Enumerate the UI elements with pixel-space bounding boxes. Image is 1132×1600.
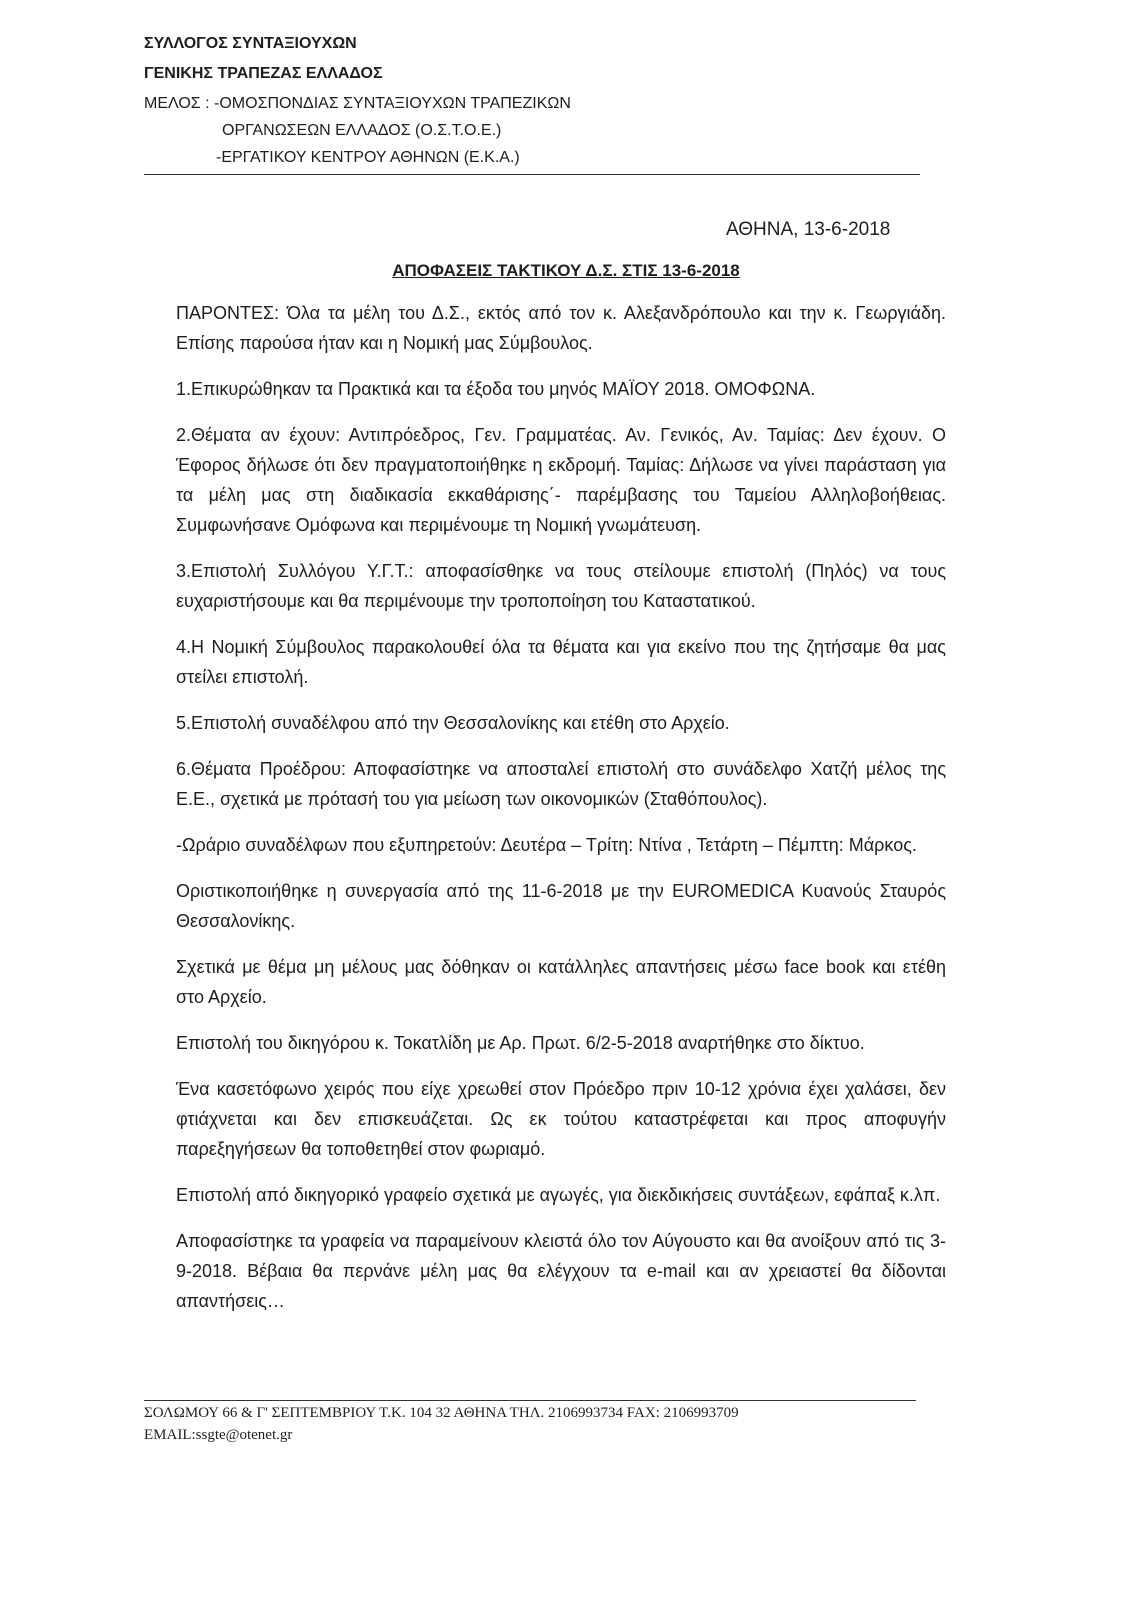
paragraph-august-closure: Αποφασίστηκε τα γραφεία να παραμείνουν κλειστά όλο τον Αύγουστο και θα ανοίξουν από τις 3-9-2018. Βέβαια θα περνάνε μέλη μας θα ελέγχουν τα e-mail και αν χρειαστεί θα δίδονται απαντήσεις… [176,1231,946,1311]
org-name-line1: ΣΥΛΛΟΓΟΣ ΣΥΝΤΑΞΙΟΥΧΩΝ [144,35,357,52]
paragraph-cassette: Ένα κασετόφωνο χειρός που είχε χρεωθεί στον Πρόεδρο πριν 10-12 χρόνια έχει χαλάσει, δεν φτιάχνεται και δεν επισκευάζεται. Ως εκ τούτου καταστρέφεται και προς αποφυγήν παρεξηγήσεων θα τοποθετηθεί στον φωριαμό. [176,1079,946,1159]
paragraph-non-member: Σχετικά με θέμα μη μέλους μας δόθηκαν οι κατάλληλες απαντήσεις μέσω face book και ετέθη στο Αρχείο. [176,957,946,1007]
footer-address: ΣΟΛΩΜΟΥ 66 & Γ' ΣΕΠΤΕΜΒΡΙΟΥ Τ.Κ. 104 32 ΑΘΗΝΑ ΤΗΛ. 2106993734 FAX: 2106993709 [144,1405,739,1421]
membership-line3: -ΕΡΓΑΤΙΚΟΥ ΚΕΝΤΡΟΥ ΑΘΗΝΩΝ (Ε.Κ.Α.) [216,149,520,166]
paragraph-euromedica: Οριστικοποιήθηκε η συνεργασία από της 11-6-2018 με την EUROMEDICA Κυανούς Σταυρός Θεσσαλονίκης. [176,881,946,931]
paragraph-lawyer-letter: Επιστολή του δικηγόρου κ. Τοκατλίδη με Αρ. Πρωτ. 6/2-5-2018 αναρτήθηκε στο δίκτυο. [176,1033,865,1053]
document-body [176,298,946,1332]
paragraph-attendees: ΠΑΡΟΝΤΕΣ: Όλα τα μέλη του Δ.Σ., εκτός από τον κ. Αλεξανδρόπουλο και την κ. Γεωργιάδη. Επίσης παρούσα ήταν και η Νομική μας Σύμβουλος. [176,303,946,353]
org-name-line2: ΓΕΝΙΚΗΣ ΤΡΑΠΕΖΑΣ ΕΛΛΑΔΟΣ [144,65,383,82]
paragraph-law-office: Επιστολή από δικηγορικό γραφείο σχετικά με αγωγές, για διεκδικήσεις συντάξεων, εφάπαξ κ.λπ. [176,1185,941,1205]
footer-email: EMAIL:ssgte@otenet.gr [144,1427,293,1443]
paragraph-item-2: 2.Θέματα αν έχουν: Αντιπρόεδρος, Γεν. Γραμματέας. Αν. Γενικός, Αν. Ταμίας: Δεν έχουν. Ο Έφορος δήλωσε ότι δεν πραγματοποιήθηκε η εκδρομή. Ταμίας: Δήλωσε να γίνει παράσταση για τα μέλη μας στη διαδικασία εκκαθάρισης΄- παρέμβασης του Ταμείου Αλληλοβοήθειας. Συμφωνήσανε Ομόφωνα και περιμένουμε τη Νομική γνωμάτευση. [176,425,946,535]
paragraph-item-5: 5.Επιστολή συναδέλφου από την Θεσσαλονίκης και ετέθη στο Αρχείο. [176,713,730,733]
document-date: ΑΘΗΝΑ, 13-6-2018 [726,219,891,240]
membership-line1: ΜΕΛΟΣ : -ΟΜΟΣΠΟΝΔΙΑΣ ΣΥΝΤΑΞΙΟΥΧΩΝ ΤΡΑΠΕΖΙΚΩΝ [144,95,571,112]
paragraph-item-1: 1.Επικυρώθηκαν τα Πρακτικά και τα έξοδα του μηνός ΜΑΪΟΥ 2018. ΟΜΟΦΩΝΑ. [176,379,816,399]
paragraph-schedule: -Ωράριο συναδέλφων που εξυπηρετούν: Δευτέρα – Τρίτη: Ντίνα , Τετάρτη – Πέμπτη: Μάρκος. [176,835,917,855]
document-title: ΑΠΟΦΑΣΕΙΣ ΤΑΚΤΙΚΟΥ Δ.Σ. ΣΤΙΣ 13-6-2018 [392,261,740,280]
header-divider [144,174,920,175]
paragraph-item-3: 3.Επιστολή Συλλόγου Υ.Γ.Τ.: αποφασίσθηκε να τους στείλουμε επιστολή (Πηλός) να τους ευχαριστήσουμε και θα περιμένουμε την τροποποίηση του Καταστατικού. [176,561,946,611]
membership-line2: ΟΡΓΑΝΩΣΕΩΝ ΕΛΛΑΔΟΣ (Ο.Σ.Τ.Ο.Ε.) [222,122,502,139]
paragraph-item-6: 6.Θέματα Προέδρου: Αποφασίστηκε να αποσταλεί επιστολή στο συνάδελφο Χατζή μέλος της Ε.Ε., σχετικά με πρότασή του για μείωση των οικονομικών (Σταθόπουλος). [176,759,946,809]
paragraph-item-4: 4.Η Νομική Σύμβουλος παρακολουθεί όλα τα θέματα και για εκείνο που της ζητήσαμε θα μας στείλει επιστολή. [176,637,946,687]
footer [144,1402,934,1446]
footer-divider [144,1400,916,1401]
